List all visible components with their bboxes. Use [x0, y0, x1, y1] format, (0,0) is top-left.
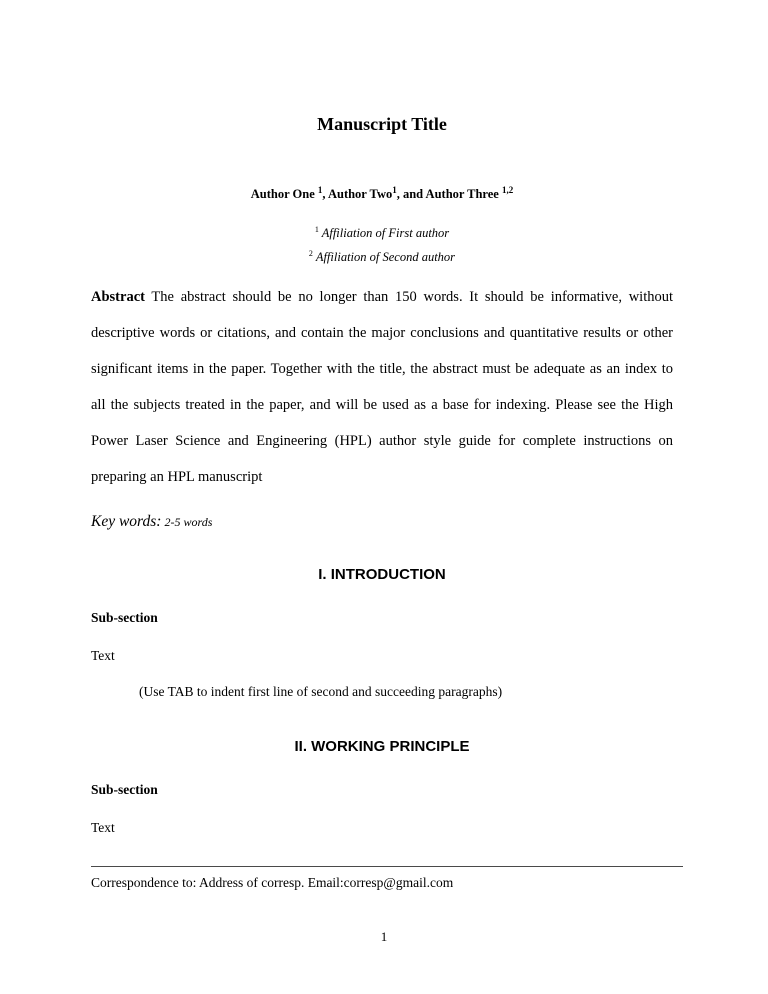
working-principle-subsection-label: Sub-section [91, 782, 158, 797]
keywords-label: Key words: [91, 513, 162, 530]
authors-line [91, 186, 673, 203]
affiliation-second [91, 245, 673, 269]
author-three-superscript: 1,2 [501, 184, 514, 195]
keywords-line [91, 511, 673, 533]
footnote-area [91, 866, 683, 892]
affiliation-second-superscript: 2 [308, 248, 313, 258]
introduction-subsection-label: Sub-section [91, 610, 158, 625]
working-principle-body-text: Text [91, 820, 115, 835]
affiliation-second-text: Affiliation of Second author [312, 250, 456, 264]
abstract-label: Abstract [91, 289, 145, 305]
correspondence-note: Correspondence to: Address of corresp. Email:corresp@gmail.com [91, 875, 454, 890]
section-heading-introduction: I. INTRODUCTION [318, 566, 446, 583]
affiliation-first-superscript: 1 [314, 224, 319, 234]
affiliation-first-text: Affiliation of First author [318, 226, 450, 240]
author-two: , Author Two [322, 187, 393, 201]
abstract-paragraph [91, 279, 673, 495]
author-three: , and Author Three [396, 187, 502, 201]
page-number: 1 [380, 929, 388, 944]
abstract-text: The abstract should be no longer than 150 words. It should be informative, without descriptive words or citations, and contain the major conclusions and quantitative results or other significant items in the paper. Together with the title, the abstract must be adequate as an index to all the subjects treated in the paper, and will be used as a base for indexing. Please see the High Power Laser Science and Engineering (HPL) author style guide for complete instructions on preparing an HPL manuscript [91, 289, 673, 485]
affiliations-block [91, 221, 673, 269]
affiliation-first [91, 221, 673, 245]
author-one-superscript: 1 [317, 184, 323, 195]
tab-indent-note: (Use TAB to indent first line of second and succeeding paragraphs) [139, 684, 503, 699]
footnote-divider [91, 866, 683, 867]
manuscript-title: Manuscript Title [317, 114, 447, 134]
author-two-superscript: 1 [392, 184, 397, 195]
author-one: Author One [250, 187, 318, 201]
keywords-value: 2-5 words [161, 515, 213, 529]
introduction-body-text: Text [91, 648, 115, 663]
section-heading-working-principle: II. WORKING PRINCIPLE [294, 738, 470, 755]
